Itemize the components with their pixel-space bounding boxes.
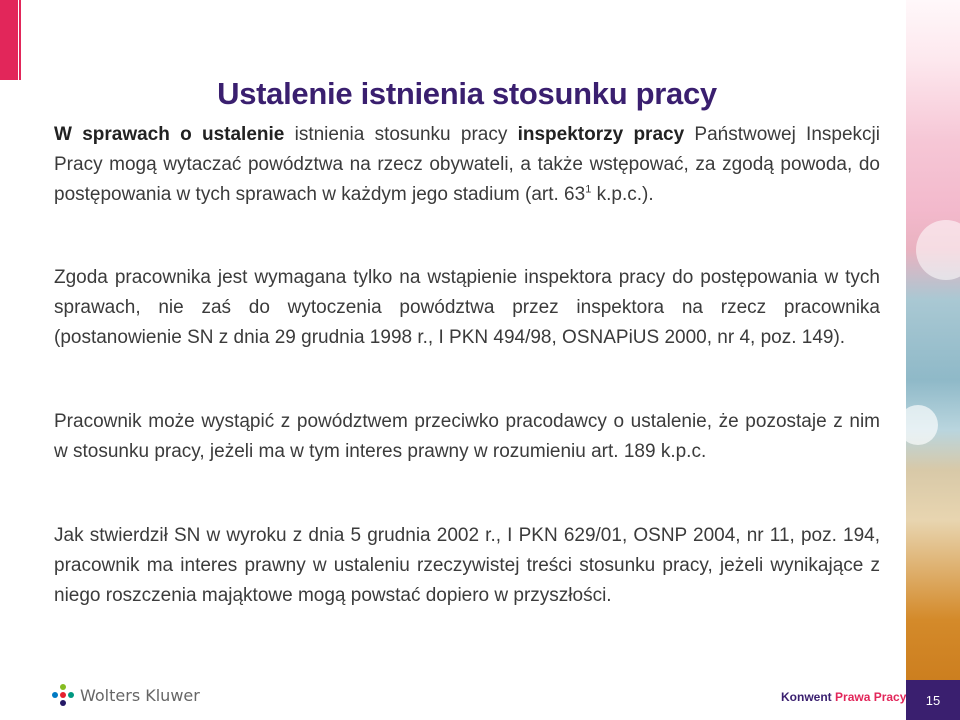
superscript: 1 — [585, 183, 592, 196]
slide-title: Ustalenie istnienia stosunku pracy — [217, 76, 717, 111]
paragraph-4: Jak stwierdził SN w wyroku z dnia 5 grudnia 2002 r., I PKN 629/01, OSNP 2004, nr 11, poz. 194, pracownik ma interes prawny w ustaleniu rzeczywistej treści stosunku pracy, jeżeli wynikające z niego roszczenia mająktowe mogą powstać dopiero w przyszłości. — [54, 525, 880, 606]
puzzle-piece-shape — [916, 220, 960, 280]
brand-part-2: Prawa Pracy — [835, 690, 907, 704]
text-run: istnienia stosunku pracy — [284, 124, 518, 145]
paragraph-1 — [54, 120, 880, 210]
logo-text: Wolters Kluwer — [80, 685, 200, 705]
bold-phrase: W sprawach o ustalenie — [54, 124, 285, 145]
page-number: 15 — [906, 680, 960, 720]
paragraph-2: Zgoda pracownika jest wymagana tylko na wstąpienie inspektora pracy do postępowania w tych sprawach, nie zaś do wytoczenia powództwa przez inspektora na rzecz pracownika (postanowienie SN z dnia 29 grudnia 1998 r., I PKN 494/98, OSNAPiUS 2000, nr 4, poz. 149). — [54, 267, 880, 348]
event-brand — [781, 690, 906, 704]
brand-part-1: Konwent — [781, 690, 832, 704]
paragraph-3: Pracownik może wystąpić z powództwem przeciwko pracodawcy o ustalenie, że pozostaje z nim w stosunku pracy, jeżeli ma w tym interes prawny w rozumieniu art. 189 k.p.c. — [54, 411, 880, 462]
accent-bar — [0, 0, 18, 80]
wk-logo-icon — [52, 684, 74, 706]
wolters-kluwer-logo — [52, 684, 200, 706]
bold-phrase: inspektorzy pracy — [517, 124, 685, 145]
puzzle-piece-shape — [906, 405, 938, 445]
text-run: Państwowej Inspekcji Pracy mogą wytaczać powództwa na rzecz obywateli, a także wstępować, za zgodą powoda, do postępowania w tych sprawach w każdym jego stadium (art. 63 — [54, 124, 880, 205]
text-run: k.p.c.). — [591, 184, 654, 205]
